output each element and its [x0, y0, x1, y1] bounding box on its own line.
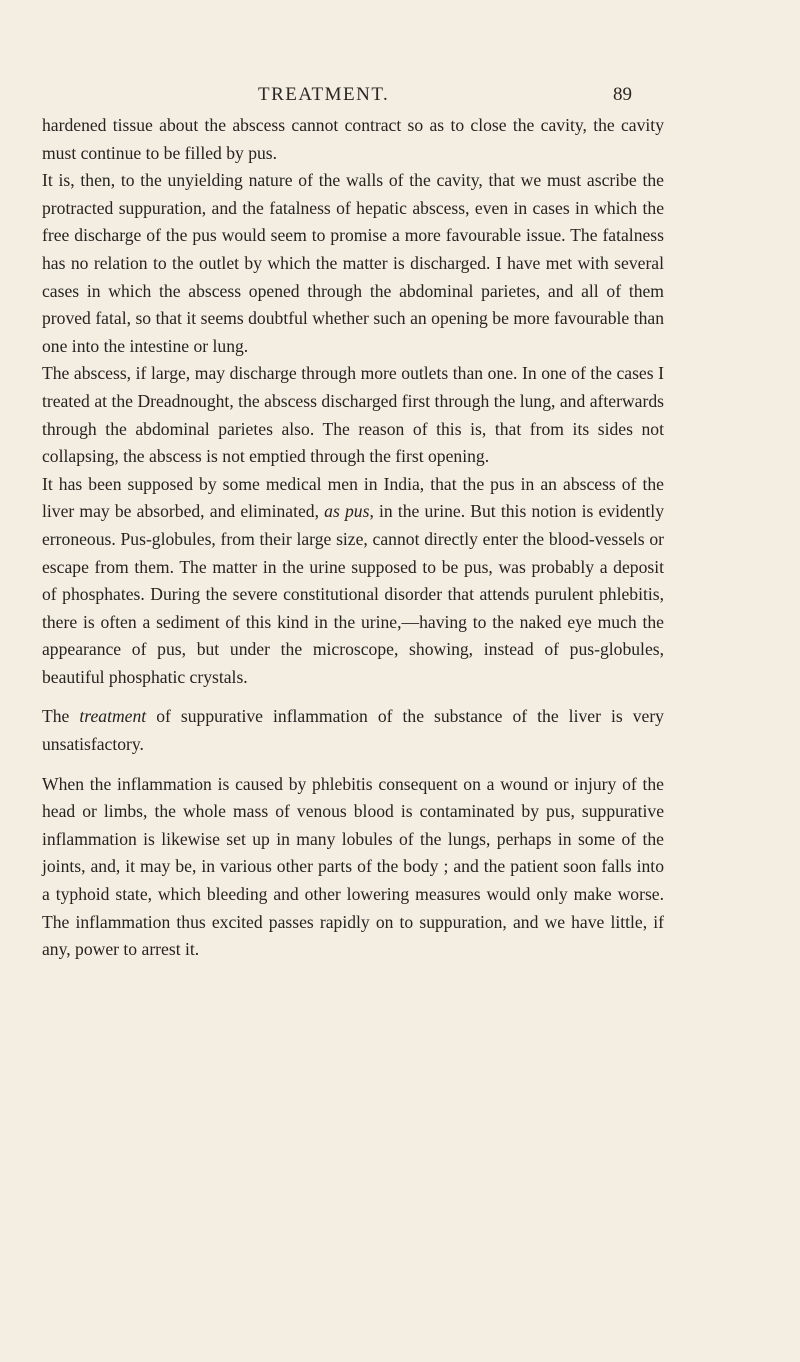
- paragraph-1: hardened tissue about the abscess cannot contract so as to close the cavity, the cavity must continue to be filled by pus.: [42, 115, 664, 163]
- paragraph-4-part-1: It has been supposed by some medical men in India, that the pus in an abscess of the liver may be absorbed, and eliminated,: [42, 473, 664, 522]
- paragraph-4-italic: as pus: [324, 501, 370, 522]
- paragraph-5-italic: treatment: [79, 706, 147, 727]
- paragraph-5: [42, 703, 664, 758]
- paragraph-4-part-2: , in the urine. But this notion is evidently erroneous. Pus-globules, from their large size, cannot directly enter the blood-vessels or escape from them. The matter in the urine supposed to be pus, was probably a deposit of phosphates. During the severe constitutional disorder that attends purulent phlebitis, there is often a sediment of this kind in the urine,—having to the naked eye much the appearance of pus, but under the microscope, showing, instead of pus-globules, beautiful phosphatic crystals.: [42, 501, 664, 687]
- paragraph-5-part-2: of suppurative inflammation of the substance of the liver is very unsatisfactory.: [42, 706, 664, 755]
- running-head: TREATMENT.: [258, 84, 390, 105]
- paragraph-5-part-1: The: [42, 706, 80, 727]
- page-number: 89: [613, 84, 632, 105]
- paragraph-3: The abscess, if large, may discharge through more outlets than one. In one of the cases I treated at the Dreadnought, the abscess discharged first through the lung, and afterwards through the abdominal parietes also. The reason of this is, that from its sides not collapsing, the abscess is not emptied through the first opening.: [42, 363, 664, 467]
- paragraph-2: It is, then, to the unyielding nature of the walls of the cavity, that we must ascribe the protracted suppuration, and the fatalness of hepatic abscess, even in cases in which the free discharge of the pus would seem to promise a more favourable issue. The fatalness has no relation to the outlet by which the matter is discharged. I have met with several cases in which the abscess opened through the abdominal parietes, and all of them proved fatal, so that it seems doubtful whether such an opening be more favourable than one into the intestine or lung.: [42, 170, 664, 356]
- paragraph-4: [42, 471, 664, 692]
- paragraph-6: When the inflammation is caused by phlebitis consequent on a wound or injury of the head or limbs, the whole mass of venous blood is contaminated by pus, suppurative inflammation is likewise set up in many lobules of the lungs, perhaps in some of the joints, and, it may be, in various other parts of the body ; and the patient soon falls into a typhoid state, which bleeding and other lowering measures would only make worse. The inflammation thus excited passes rapidly on to suppuration, and we have little, if any, power to arrest it.: [42, 773, 664, 960]
- body-text: [42, 112, 664, 964]
